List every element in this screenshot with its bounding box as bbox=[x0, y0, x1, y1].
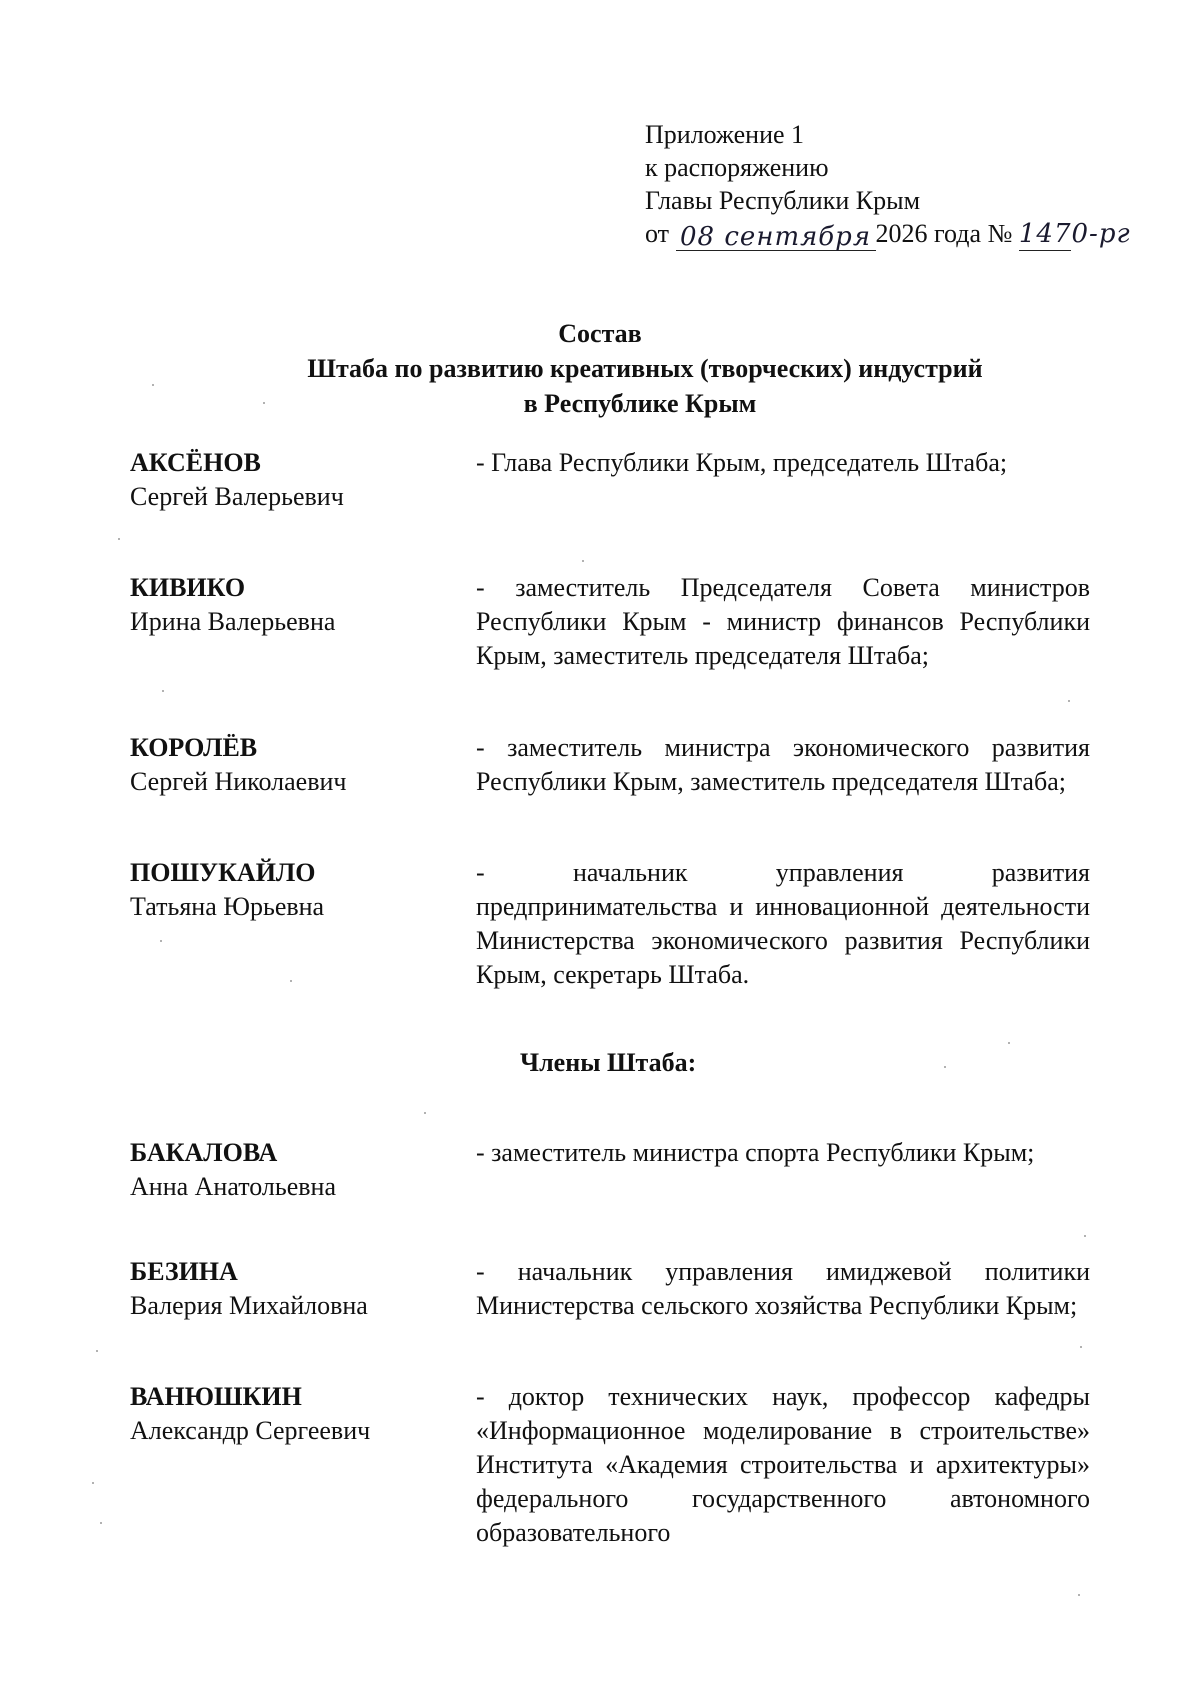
person-role: - Глава Республики Крым, председатель Штаба; bbox=[476, 448, 1008, 477]
person-surname: АКСЁНОВ bbox=[130, 448, 261, 477]
appendix-line-3: Главы Республики Крым bbox=[645, 186, 921, 215]
person-given-name: Сергей Николаевич bbox=[130, 767, 347, 796]
members-heading: Члены Штаба: bbox=[520, 1048, 697, 1077]
appendix-line-1: Приложение 1 bbox=[645, 120, 805, 149]
person-surname: БАКАЛОВА bbox=[130, 1138, 278, 1167]
year-text: 2026 года № bbox=[875, 219, 1013, 248]
person-surname: ПОШУКАЙЛО bbox=[130, 858, 316, 887]
person-name bbox=[130, 1255, 460, 1323]
person-given-name: Татьяна Юрьевна bbox=[130, 892, 325, 921]
person-surname: КОРОЛЁВ bbox=[130, 733, 258, 762]
title-line-3: в Республике Крым bbox=[523, 389, 757, 418]
date-blank bbox=[676, 220, 876, 251]
person-role: - заместитель Председателя Совета министров Республики Крым - министр финансов Республики Крым, заместитель председателя Штаба; bbox=[476, 573, 1090, 670]
appendix-line-2: к распоряжению bbox=[645, 153, 829, 182]
person-surname: ВАНЮШКИН bbox=[130, 1382, 302, 1411]
person-given-name: Александр Сергеевич bbox=[130, 1416, 371, 1445]
appendix-date-line bbox=[645, 217, 1131, 251]
person-name bbox=[130, 446, 460, 514]
handwritten-date: 08 сентября bbox=[680, 222, 872, 252]
title-line-2: Штаба по развитию креативных (творческих) индустрий bbox=[307, 354, 983, 383]
person-given-name: Ирина Валерьевна bbox=[130, 607, 336, 636]
title-line-1: Состав bbox=[558, 319, 642, 348]
person-given-name: Сергей Валерьевич bbox=[130, 482, 344, 511]
person-name bbox=[130, 571, 460, 639]
person-surname: БЕЗИНА bbox=[130, 1257, 238, 1286]
person-role: - заместитель министра экономического развития Республики Крым, заместитель председателя Штаба; bbox=[476, 733, 1090, 796]
person-role: - заместитель министра спорта Республики Крым; bbox=[476, 1138, 1035, 1167]
person-given-name: Анна Анатольевна bbox=[130, 1172, 336, 1201]
person-name bbox=[130, 1380, 460, 1448]
date-prefix: от bbox=[645, 219, 670, 248]
person-name bbox=[130, 731, 460, 799]
document-title bbox=[0, 316, 1200, 421]
handwritten-number: 1470-рг bbox=[1018, 219, 1131, 249]
person-role: - начальник управления имиджевой политики Министерства сельского хозяйства Республики Крым; bbox=[476, 1257, 1090, 1320]
person-name bbox=[130, 856, 460, 924]
person-role: - начальник управления развития предпринимательства и инновационной деятельности Министерства экономического развития Республики Крым, секретарь Штаба. bbox=[476, 858, 1090, 989]
person-name bbox=[130, 1136, 460, 1204]
person-role: - доктор технических наук, профессор кафедры «Информационное моделирование в строительстве» Института «Академия строительства и архитектуры» федерального государственного автономного образовательного bbox=[476, 1382, 1090, 1547]
person-given-name: Валерия Михайловна bbox=[130, 1291, 368, 1320]
appendix-header bbox=[645, 118, 1131, 251]
person-surname: КИВИКО bbox=[130, 573, 246, 602]
